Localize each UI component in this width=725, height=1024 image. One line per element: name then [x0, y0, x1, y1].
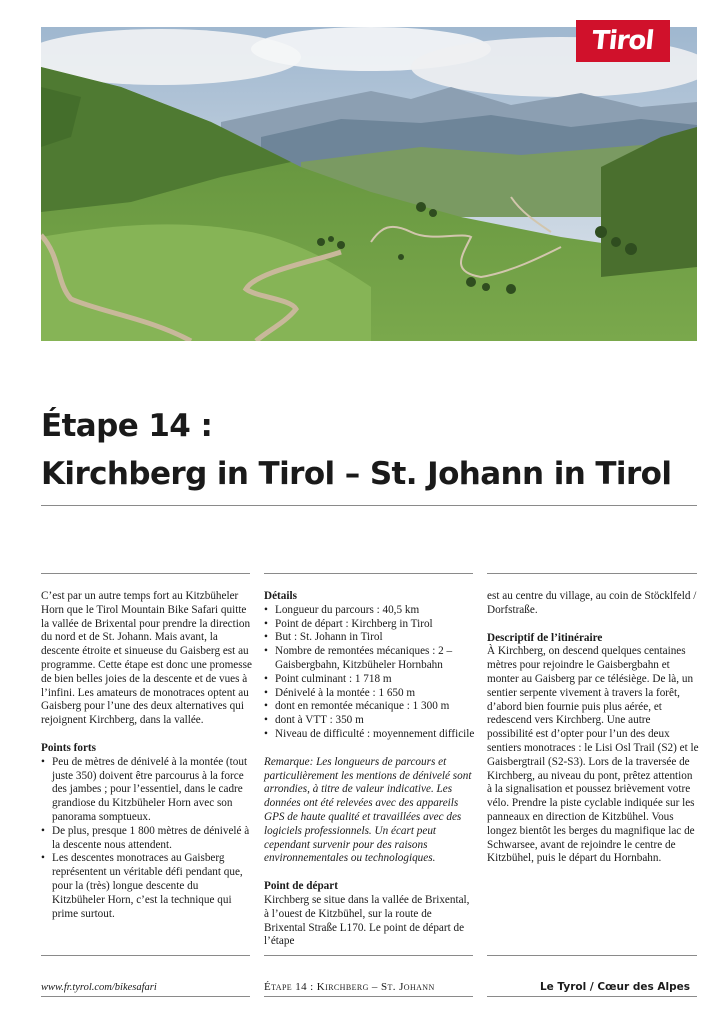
remark-note: Remarque: Les longueurs de parcours et particulièrement les mentions de dénivelé sont arrondies, à titre de valeur indicative. Les données ont été relevées avec des appareils GPS de haute qualité et travaillées avec des logiciels professionnels. Un écart peut cependant survenir pour des raisons environnementales ou technologiques.: [264, 755, 472, 865]
header-photo: [41, 27, 697, 341]
footer-bottom-rule-1: [41, 996, 250, 997]
list-item: • De plus, presque 1 800 mètres de dénivelé à la descente nous attendent.: [52, 825, 252, 853]
mountain-landscape-photo: [41, 27, 697, 341]
page-title: [41, 402, 701, 498]
tirol-logo: [576, 20, 670, 62]
list-item: • Niveau de difficulté : moyennement difficile: [275, 728, 475, 742]
start-heading: Point de départ: [264, 880, 338, 893]
footer-brand-text: Le Tyrol / Cœur des Alpes: [539, 981, 690, 993]
col3-top-rule: [487, 573, 697, 574]
highlights-list: [41, 756, 252, 922]
footer-link[interactable]: [41, 981, 157, 994]
highlights-heading: Points forts: [41, 741, 96, 754]
list-item: • dont à VTT : 350 m: [275, 714, 475, 728]
list-item: • Point culminant : 1 718 m: [275, 673, 475, 687]
footer-stage: [264, 981, 435, 994]
list-item: • Peu de mètres de dénivelé à la montée (tout juste 350) doivent être parcourus à la force des jambes ; pour l’essentiel, dans le cadre grandiose du Kitzbüheler Horn avec son panorama somptueux.: [52, 756, 252, 825]
list-item: • Point de départ : Kirchberg in Tirol: [275, 618, 475, 632]
title-line-2: Kirchberg in Tirol – St. Johann in Tirol: [41, 456, 672, 492]
list-item: • Les descentes monotraces au Gaisberg représentent un véritable défi pendant que, pour la (très) longue descente du Kitzbüheler Horn, c’est la technique qui prime surtout.: [52, 852, 252, 921]
footer-brand: [487, 981, 690, 994]
tirol-logo-text: Tirol: [590, 26, 656, 56]
footer-link-text[interactable]: www.fr.tyrol.com/bikesafari: [41, 982, 157, 993]
list-item: • Longueur du parcours : 40,5 km: [275, 604, 475, 618]
list-item: • Nombre de remontées mécaniques : 2 – Gaisbergbahn, Kitzbüheler Hornbahn: [275, 645, 475, 673]
footer-bottom-rule-3: [487, 996, 697, 997]
title-line-1: Étape 14 :: [41, 408, 213, 444]
col2-top-rule: [264, 573, 473, 574]
list-item: • Dénivelé à la montée : 1 650 m: [275, 687, 475, 701]
start-paragraph-continued: est au centre du village, au coin de Stöcklfeld / Dorfstraße.: [487, 590, 697, 616]
footer-stage-text: Étape 14 : Kirchberg – St. Johann: [264, 981, 435, 993]
itinerary-paragraph: À Kirchberg, on descend quelques centaines mètres pour rejoindre le Gaisbergbahn et monter au Gaisberg par ce télésiège. De là, un sentier serpente vivement à travers la forêt, d’abord bien fournie puis plus aérée, et redescend vers Kirchberg. Une autre possibilité est d’opter pour l’un des deux sentiers monotraces : le Lisi Osl Trail (S2) et le Gaisbergtrail (S2-S3). Lors de la traversée de Kirchberg, au niveau du pont, prêtez attention à la signalisation et poussez brièvement votre vélo. Prendre la piste cyclable indiquée sur les panneaux en direction de Kitzbühel. Vous longez bientôt les berges du magnifique lac de Schwarsee, avant de rejoindre le centre de Kitzbühel, puis le départ du Hornbahn.: [487, 645, 699, 865]
footer-bottom-rule-2: [264, 996, 473, 997]
column-2: [264, 590, 475, 949]
column-3: [487, 590, 699, 866]
title-divider: [41, 505, 697, 506]
list-item: • But : St. Johann in Tirol: [275, 631, 475, 645]
intro-paragraph: C’est par un autre temps fort au Kitzbüheler Horn que le Tirol Mountain Bike Safari quitte la vallée de Brixental pour prendre la direction du nord et de St. Johann. Mais avant, la descente étroite et sinueuse du Gaisberg est au programme. Cette étape est donc une promesse de bien belles joies de la descente et de vues à l’infini. Les amateurs de monotraces optent au Gaisberg pour l’une des deux alternatives qui rejoignent Kirchberg, dans la vallée.: [41, 590, 252, 727]
list-item: • dont en remontée mécanique : 1 300 m: [275, 700, 475, 714]
footer-rule-3: [487, 955, 697, 956]
details-list: [264, 604, 475, 742]
footer-rule-1: [41, 955, 250, 956]
details-heading: Détails: [264, 590, 297, 602]
col1-top-rule: [41, 573, 250, 574]
footer-rule-2: [264, 955, 473, 956]
column-1: [41, 590, 252, 921]
itinerary-heading: Descriptif de l’itinéraire: [487, 631, 603, 644]
start-paragraph: Kirchberg se situe dans la vallée de Brixental, à l’ouest de Kitzbühel, sur la route de Brixental Straße L170. Le point de départ de l’étape: [264, 893, 470, 948]
